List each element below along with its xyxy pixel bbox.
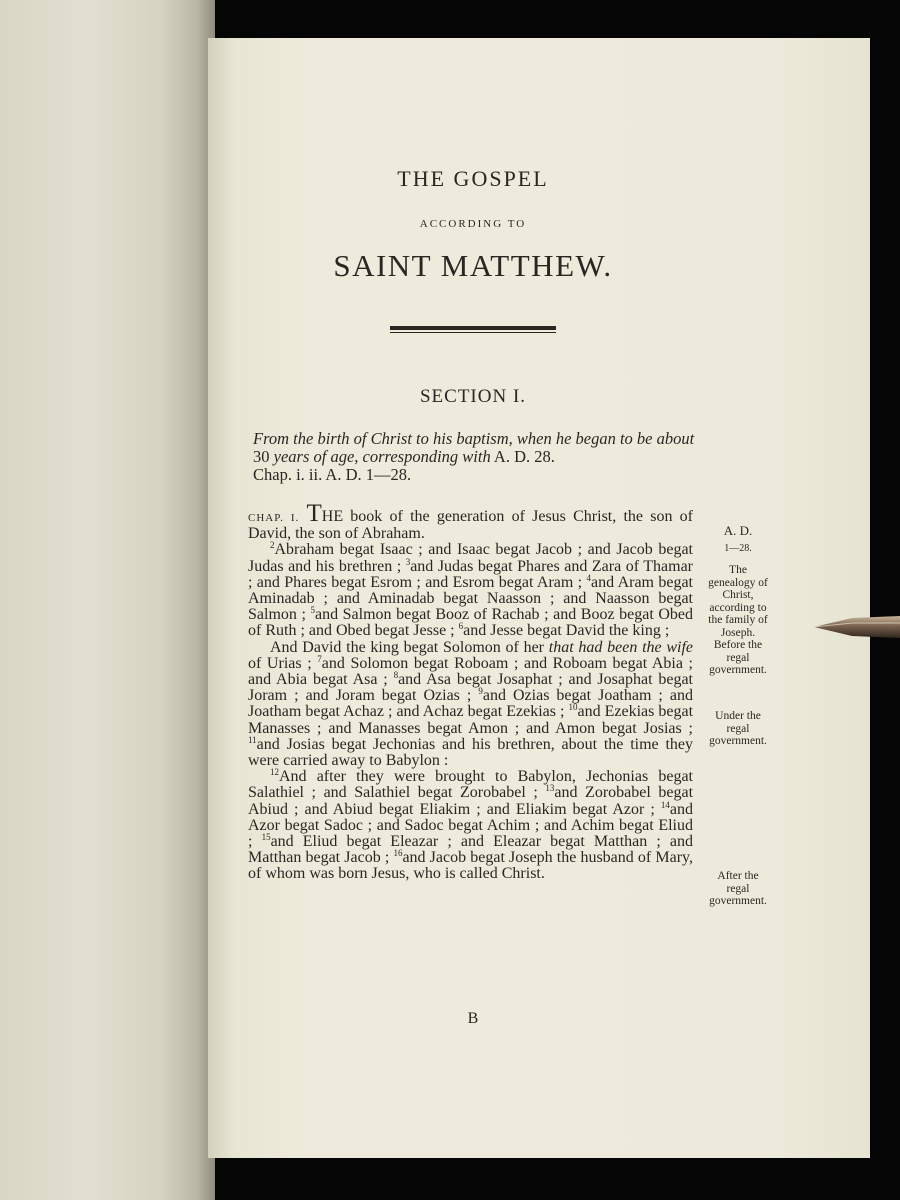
margin-note-ad: A. D. [723,523,753,538]
verse-9: and Ozias begat Joatham ; and Joatham begat Achaz ; and Achaz begat Ezekias ; [248,687,693,721]
verse-number-4: 4 [586,572,591,583]
book-page [208,38,870,1158]
summary-number: 30 [253,447,274,466]
verse-number-6: 6 [458,621,464,632]
summary-chapter-ref: Chap. i. ii. A. D. 1—28. [253,465,412,484]
summary-italic-1: From the birth of Christ to his baptism, when he began to be about [253,429,695,448]
paragraph-4 [248,769,693,882]
margin-note-years: 1—28. [724,543,752,554]
verse-6b-italic: that had been the wife [548,638,694,656]
chapter-label: CHAP. I. [248,512,300,524]
verse-number-16: 16 [393,848,403,859]
verse-16: and Jacob begat Joseph the husband of Mary, of whom was born Jesus, who is called Christ. [248,849,694,883]
verse-2: Abraham begat Isaac ; and Isaac begat Jacob ; and Jacob begat Judas and his brethren ; [248,541,693,575]
margin-note-genealogy: The genealogy of Christ, according to the family of Joseph. Before the regal government. [708,564,768,676]
title-saint-matthew: SAINT MATTHEW. [333,248,613,283]
verse-5: and Salmon begat Booz of Rachab ; and Booz begat Obed of Ruth ; and Obed begat Jesse ; [248,606,694,640]
verse-1: HE book of the generation of Jesus Christ, the son of David, the son of Abraham. [248,508,693,543]
verse-6b-part-2: of Urias ; [248,654,312,672]
verse-number-9: 9 [478,686,483,697]
summary-italic-2: years of age, corresponding with [273,447,491,466]
double-rule-divider [390,326,556,333]
verse-number-7: 7 [317,653,322,664]
verse-15: and Eliud begat Eleazar ; and Eleazar begat Matthan ; and Matthan begat Jacob ; [248,833,693,867]
verse-number-12: 12 [270,767,279,778]
pointer-pen-icon [812,613,900,641]
verse-8: and Asa begat Josaphat ; and Josaphat begat Joram ; and Joram begat Ozias ; [248,671,693,705]
verse-14: and Azor begat Sadoc ; and Sadoc begat Achim ; and Achim begat Eliud ; [248,800,693,851]
rule-thin [390,332,556,333]
verse-11: and Josias begat Jechonias and his brethren, about the time they were carried away to Babylon : [248,735,693,770]
verse-7: and Solomon begat Roboam ; and Roboam begat Abia ; and Abia begat Asa ; [248,654,693,689]
left-page-edge [0,0,215,1200]
verse-3: and Judas begat Phares and Zara of Thamar ; and Phares begat Esrom ; and Esrom begat Aram ; [248,557,694,591]
verse-12: And after they were brought to Babylon, Jechonias begat Salathiel ; and Salathiel begat Zorobabel ; [248,768,693,802]
section-summary [253,430,698,484]
margin-note-under-regal: Under the regal government. [709,710,767,747]
verse-number-3: 3 [405,556,411,567]
verse-number-2: 2 [270,540,275,551]
section-heading: SECTION I. [419,386,527,407]
verse-number-5: 5 [310,605,315,616]
margin-note-after-regal: After the regal government. [709,870,767,907]
paragraph-2 [248,542,693,639]
summary-ad: A. D. 28. [490,447,555,466]
verse-number-11: 11 [248,734,257,745]
verse-10: and Ezekias begat Manasses ; and Manasses begat Amon ; and Amon begat Josias ; [248,703,694,737]
paragraph-3 [248,640,693,770]
title-the-gospel: THE GOSPEL [397,166,549,191]
verse-4: and Aram begat Aminadab ; and Aminadab begat Naasson ; and Naasson begat Salmon ; [248,573,694,624]
scripture-text [248,500,694,883]
verse-number-14: 14 [660,799,670,810]
paragraph-1 [248,500,693,543]
verse-13: and Zorobabel begat Abiud ; and Abiud begat Eliakim ; and Eliakim begat Azor ; [248,784,694,818]
verse-6b-part-1: And David the king begat Solomon of her [270,638,545,656]
verse-number-10: 10 [568,702,578,713]
verse-number-8: 8 [393,670,399,681]
rule-thick [390,326,556,330]
signature-mark: B [467,1010,479,1027]
title-according-to: ACCORDING TO [419,218,527,230]
verse-number-15: 15 [261,832,271,843]
verse-6a: and Jesse begat David the king ; [463,622,670,640]
verse-number-13: 13 [545,783,555,794]
drop-capital: T [306,500,322,527]
